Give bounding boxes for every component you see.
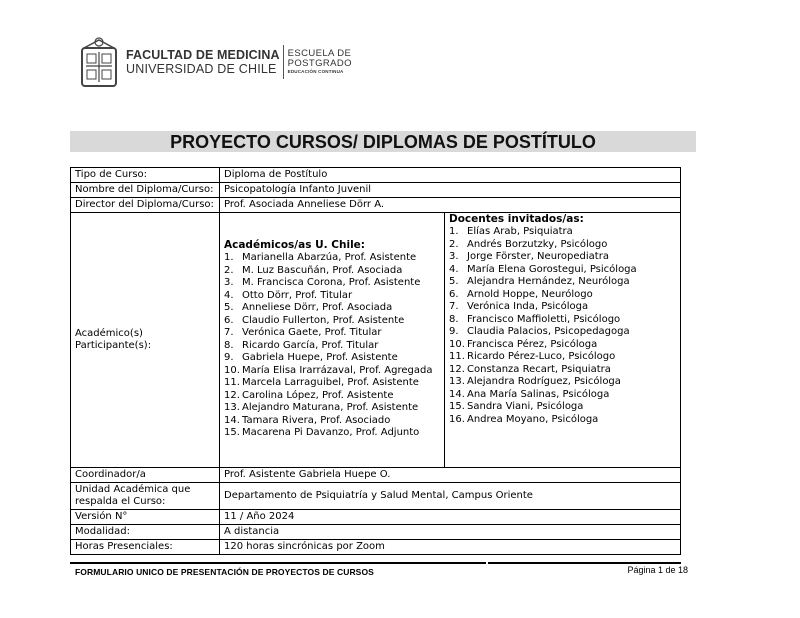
docente-item: [449, 289, 676, 302]
docente-number: 16.: [449, 413, 465, 425]
docente-number: 13.: [449, 376, 465, 387]
academico-number: 5.: [224, 302, 234, 313]
academico-text: Ricardo García, Prof. Titular: [242, 339, 379, 351]
docente-number: 12.: [449, 363, 465, 375]
academico-item: [224, 265, 440, 278]
document-title: PROYECTO CURSOS/ DIPLOMAS DE POSTÍTULO: [70, 131, 696, 152]
docente-number: 7.: [449, 301, 459, 312]
row-horas: [71, 540, 681, 555]
docente-text: Alejandra Hernández, Neuróloga: [467, 276, 630, 287]
academico-number: 6.: [224, 314, 234, 326]
docente-item: [449, 389, 676, 402]
row-version: [71, 510, 681, 525]
row-academicos: [71, 213, 681, 468]
academico-item: [224, 252, 440, 265]
academico-item: [224, 277, 440, 290]
docente-item: [449, 251, 676, 264]
faculty-name: FACULTAD DE MEDICINA: [126, 48, 280, 62]
academico-number: 7.: [224, 327, 234, 338]
academico-number: 10.: [224, 364, 240, 376]
academicos-cell: [220, 213, 681, 468]
row-tipo: [71, 168, 681, 183]
nombre-value: Psicopatología Infanto Juvenil: [220, 183, 681, 198]
docente-text: Ricardo Pérez-Luco, Psicólogo: [467, 351, 616, 362]
tipo-value: Diploma de Postítulo: [220, 168, 681, 183]
row-nombre: [71, 183, 681, 198]
docentes-list: [449, 226, 676, 426]
row-modalidad: [71, 525, 681, 540]
academico-text: Alejandro Maturana, Prof. Asistente: [242, 402, 419, 413]
docente-text: Andrea Moyano, Psicóloga: [467, 413, 599, 425]
version-value: 11 / Año 2024: [220, 510, 681, 525]
docente-item: [449, 364, 676, 377]
coordinador-value: Prof. Asistente Gabriela Huepe O.: [220, 468, 681, 483]
academico-text: Verónica Gaete, Prof. Titular: [242, 327, 382, 338]
academico-text: Anneliese Dörr, Prof. Asociada: [242, 302, 393, 313]
academico-number: 11.: [224, 377, 240, 388]
academico-item: [224, 390, 440, 403]
coordinador-label: Coordinador/a: [71, 468, 220, 483]
header-logo: [78, 34, 352, 90]
docente-number: 15.: [449, 401, 465, 412]
docente-number: 14.: [449, 388, 465, 400]
academico-number: 4.: [224, 289, 234, 301]
docente-number: 8.: [449, 313, 459, 325]
docente-text: Sandra Viani, Psicóloga: [467, 401, 584, 412]
docente-number: 2.: [449, 238, 459, 250]
docente-item: [449, 264, 676, 277]
unidad-label: Unidad Académica que respalda el Curso:: [71, 483, 220, 510]
horas-label: Horas Presenciales:: [71, 540, 220, 555]
academico-text: Macarena Pi Davanzo, Prof. Adjunto: [242, 427, 420, 438]
academico-text: Tamara Rivera, Prof. Asociado: [242, 414, 391, 426]
docente-number: 1.: [449, 226, 459, 237]
footer-form-name: FORMULARIO UNICO DE PRESENTACIÓN DE PROYECTOS DE CURSOS: [75, 567, 374, 577]
docente-number: 9.: [449, 326, 459, 337]
academico-item: [224, 352, 440, 365]
docente-item: [449, 376, 676, 389]
academico-text: M. Francisca Corona, Prof. Asistente: [242, 277, 421, 288]
academico-number: 15.: [224, 427, 240, 438]
academicos-heading: Académicos/as U. Chile:: [224, 239, 365, 251]
academico-text: Claudio Fullerton, Prof. Asistente: [242, 314, 405, 326]
docente-text: Verónica Inda, Psicóloga: [467, 301, 589, 312]
docente-text: Constanza Recart, Psiquiatra: [467, 363, 611, 375]
academico-item: [224, 327, 440, 340]
academico-item: [224, 402, 440, 415]
footer-rule-left: [70, 562, 486, 564]
tipo-label: Tipo de Curso:: [71, 168, 220, 183]
docente-item: [449, 339, 676, 352]
academico-item: [224, 340, 440, 353]
director-label: Director del Diploma/Curso:: [71, 198, 220, 213]
docente-number: 10.: [449, 338, 465, 350]
docente-item: [449, 314, 676, 327]
docente-text: Andrés Borzutzky, Psicólogo: [467, 238, 608, 250]
docente-text: Elías Arab, Psiquiatra: [467, 226, 573, 237]
academico-number: 1.: [224, 252, 234, 263]
academico-number: 3.: [224, 277, 234, 288]
academico-item: [224, 427, 440, 440]
docente-text: Francisco Maffioletti, Psicólogo: [467, 313, 621, 325]
docente-text: Alejandra Rodríguez, Psicóloga: [467, 376, 621, 387]
row-coordinador: [71, 468, 681, 483]
academico-text: Otto Dörr, Prof. Titular: [242, 289, 353, 301]
academico-item: [224, 365, 440, 378]
nombre-label: Nombre del Diploma/Curso:: [71, 183, 220, 198]
school-line-1: ESCUELA DE: [287, 48, 352, 59]
university-name: UNIVERSIDAD DE CHILE: [126, 62, 277, 76]
modalidad-value: A distancia: [220, 525, 681, 540]
academicos-uchile: [220, 213, 445, 467]
docente-text: Ana María Salinas, Psicóloga: [467, 388, 610, 400]
academico-text: Carolina López, Prof. Asistente: [242, 389, 394, 401]
docentes-invitados: [445, 213, 680, 467]
director-value: Prof. Asociada Anneliese Dörr A.: [220, 198, 681, 213]
academicos-label: Académico(s) Participante(s):: [71, 213, 220, 468]
docente-item: [449, 226, 676, 239]
academico-text: Gabriela Huepe, Prof. Asistente: [242, 352, 398, 363]
docente-item: [449, 239, 676, 252]
academico-number: 12.: [224, 389, 240, 401]
version-label: Versión N°: [71, 510, 220, 525]
logo-divider: [283, 45, 284, 79]
docente-text: Claudia Palacios, Psicopedagoga: [467, 326, 630, 337]
docente-item: [449, 276, 676, 289]
modalidad-label: Modalidad:: [71, 525, 220, 540]
academico-text: María Elisa Irarrázaval, Prof. Agregada: [242, 364, 433, 376]
academico-item: [224, 302, 440, 315]
school-line-2: POSTGRADO: [287, 57, 352, 69]
course-info-table: [70, 167, 681, 555]
docente-number: 3.: [449, 251, 459, 262]
academico-text: Marcela Larraguibel, Prof. Asistente: [242, 377, 419, 388]
school-line-3: EDUCACIÓN CONTINUA: [287, 69, 344, 74]
docente-text: María Elena Gorostegui, Psicóloga: [467, 263, 637, 275]
academico-item: [224, 290, 440, 303]
academico-text: M. Luz Bascuñán, Prof. Asociada: [242, 264, 403, 276]
docente-number: 4.: [449, 263, 459, 275]
docente-item: [449, 326, 676, 339]
docente-number: 5.: [449, 276, 459, 287]
row-director: [71, 198, 681, 213]
academicos-list: [224, 252, 440, 440]
academico-number: 9.: [224, 352, 234, 363]
docente-text: Arnold Hoppe, Neurólogo: [467, 288, 593, 300]
docente-item: [449, 414, 676, 427]
unidad-value: Departamento de Psiquiatría y Salud Mental, Campus Oriente: [220, 483, 681, 510]
docentes-heading: Docentes invitados/as:: [449, 213, 584, 225]
university-seal-icon: [78, 34, 120, 90]
row-unidad: [71, 483, 681, 510]
academico-item: [224, 415, 440, 428]
footer-page-number: Página 1 de 18: [627, 565, 688, 575]
academico-number: 14.: [224, 414, 240, 426]
academico-item: [224, 377, 440, 390]
docente-text: Jorge Förster, Neuropediatra: [467, 251, 609, 262]
academico-item: [224, 315, 440, 328]
footer-rule-right: [488, 562, 681, 564]
docente-number: 6.: [449, 288, 459, 300]
docente-number: 11.: [449, 351, 465, 362]
docente-item: [449, 401, 676, 414]
academico-number: 2.: [224, 264, 234, 276]
academico-text: Marianella Abarzúa, Prof. Asistente: [242, 252, 417, 263]
academico-number: 13.: [224, 402, 240, 413]
docente-item: [449, 351, 676, 364]
docente-item: [449, 301, 676, 314]
academico-number: 8.: [224, 339, 234, 351]
horas-value: 120 horas sincrónicas por Zoom: [220, 540, 681, 555]
docente-text: Francisca Pérez, Psicóloga: [467, 338, 598, 350]
